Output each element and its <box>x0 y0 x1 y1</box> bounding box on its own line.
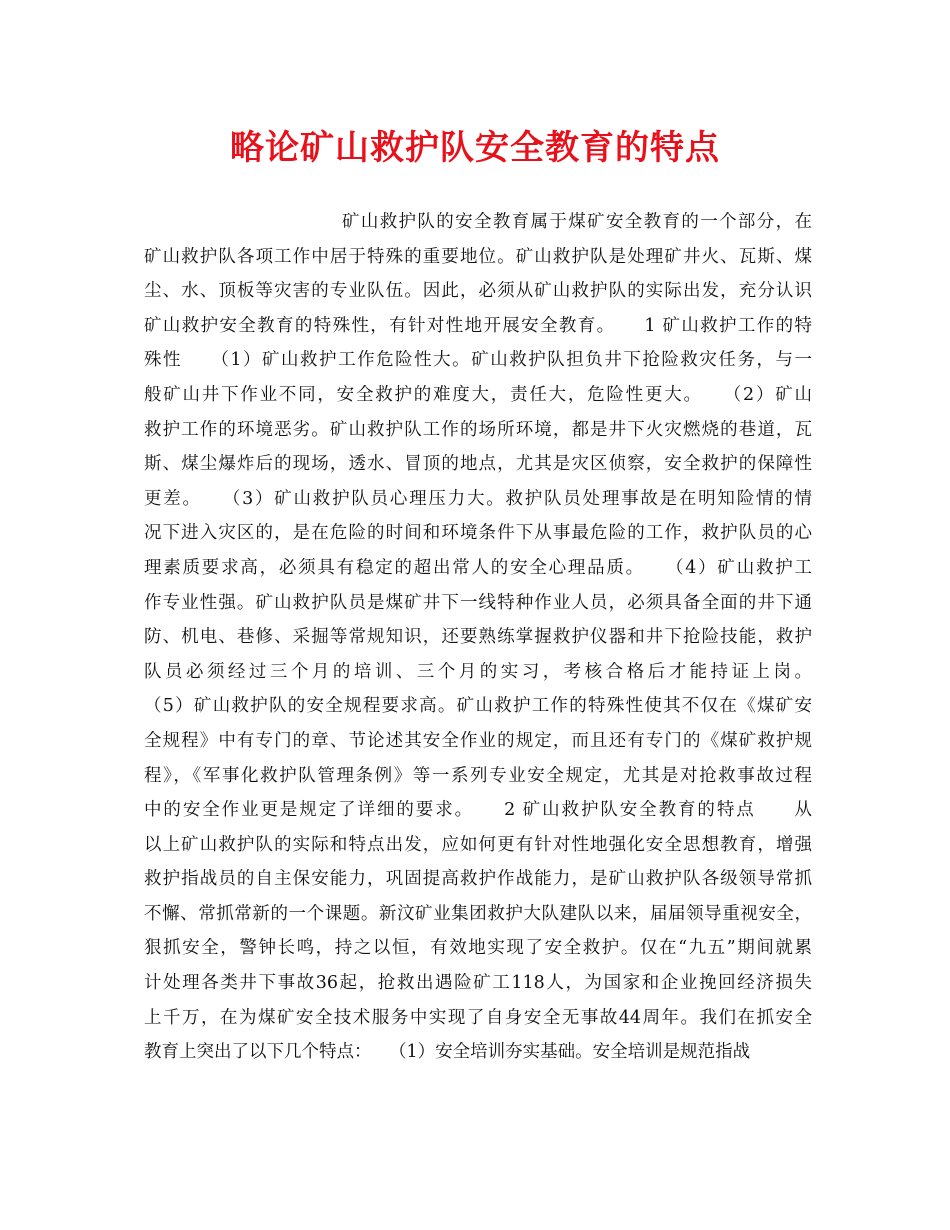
body-line: 教育上突出了以下几个特点： （1）安全培训夯实基础。安全培训是规范指战 <box>144 1042 751 1063</box>
body-line: 程》，《军事化救护队管理条例》等一系列专业安全规定，尤其是对抢救事故过程 <box>144 765 812 786</box>
body-line: 狠抓安全，警钟长鸣，持之以恒，有效地实现了安全救护。仅在“九五”期间就累 <box>144 938 812 959</box>
body-line: 以上矿山救护队的实际和特点出发，应如何更有针对性地强化安全思想教育，增强 <box>144 834 812 855</box>
body-line: （5）矿山救护队的安全规程要求高。矿山救护工作的特殊性使其不仅在《煤矿安 <box>144 696 812 717</box>
body-line: 尘、水、顶板等灾害的专业队伍。因此，必须从矿山救护队的实际出发，充分认识 <box>144 281 812 302</box>
body-line: 矿山救护队的安全教育属于煤矿安全教育的一个部分，在 <box>342 212 812 232</box>
body-line: 况下进入灾区的，是在危险的时间和环境条件下从事最危险的工作，救护队员的心 <box>144 523 812 544</box>
body-line: 计处理各类井下事故36起，抢救出遇险矿工118人，为国家和企业挽回经济损失 <box>144 973 812 994</box>
body-line: 作专业性强。矿山救护队员是煤矿井下一线特种作业人员，必须具备全面的井下通 <box>144 592 812 613</box>
body-line: 殊性 （1）矿山救护工作危险性大。矿山救护队担负井下抢险救灾任务，与一 <box>144 350 812 371</box>
document-body <box>144 205 812 1070</box>
body-line: 矿山救护安全教育的特殊性，有针对性地开展安全教育。 1 矿山救护工作的特 <box>144 315 812 336</box>
body-line: 般矿山井下作业不同，安全救护的难度大，责任大，危险性更大。 （2）矿山 <box>144 384 812 405</box>
body-line: 上千万，在为煤矿安全技术服务中实现了自身安全无事故44周年。我们在抓安全 <box>144 1007 812 1028</box>
body-line: 救护指战员的自主保安能力，巩固提高救护作战能力，是矿山救护队各级领导常抓 <box>144 869 812 890</box>
body-line: 更差。 （3）矿山救护队员心理压力大。救护队员处理事故是在明知险情的情 <box>144 488 812 509</box>
body-line: 矿山救护队各项工作中居于特殊的重要地位。矿山救护队是处理矿井火、瓦斯、煤 <box>144 246 812 267</box>
document-title: 略论矿山救护队安全教育的特点 <box>230 128 720 168</box>
body-line: 中的安全作业更是规定了详细的要求。 2 矿山救护队安全教育的特点 从 <box>144 800 812 821</box>
body-line: 队员必须经过三个月的培训、三个月的实习，考核合格后才能持证上岗。 <box>144 661 812 682</box>
body-line: 救护工作的环境恶劣。矿山救护队工作的场所环境，都是井下火灾燃烧的巷道，瓦 <box>144 419 812 440</box>
body-line: 斯、煤尘爆炸后的现场，透水、冒顶的地点，尤其是灾区侦察，安全救护的保障性 <box>144 454 812 475</box>
body-line: 全规程》中有专门的章、节论述其安全作业的规定，而且还有专门的《煤矿救护规 <box>144 730 812 751</box>
body-line: 理素质要求高，必须具有稳定的超出常人的安全心理品质。 （4）矿山救护工 <box>144 557 812 578</box>
body-line: 防、机电、巷修、采掘等常规知识，还要熟练掌握救护仪器和井下抢险技能，救护 <box>144 627 812 648</box>
body-line: 不懈、常抓常新的一个课题。新汶矿业集团救护大队建队以来，届届领导重视安全， <box>144 903 812 924</box>
